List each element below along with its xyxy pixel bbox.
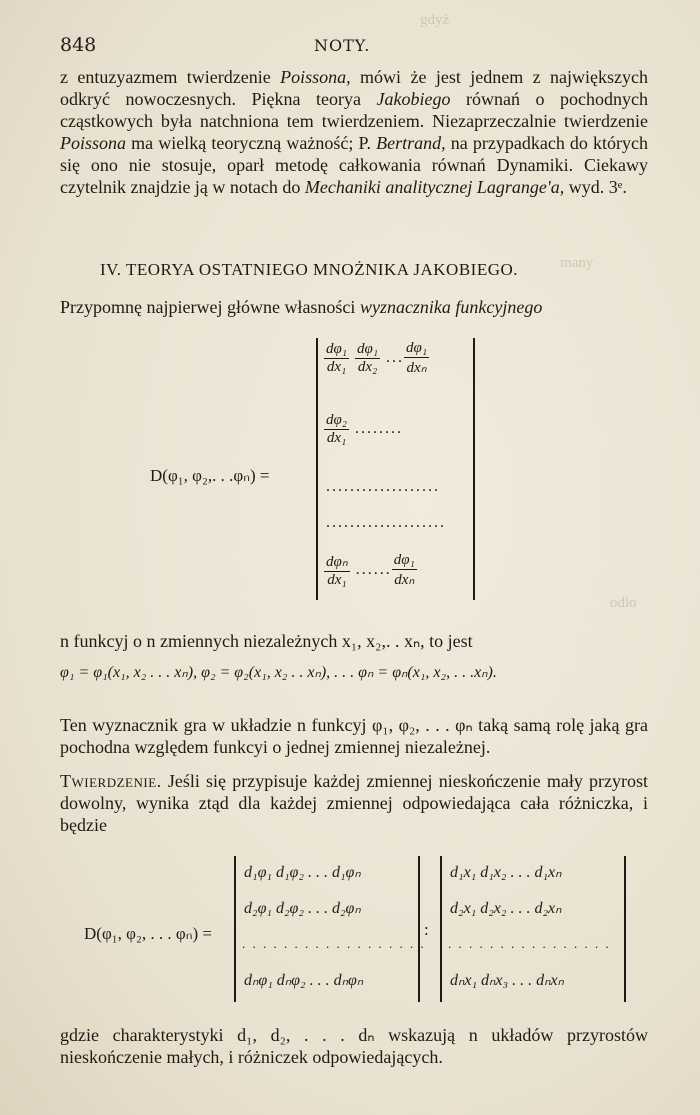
functional-determinant-matrix (316, 338, 475, 600)
matrix-row-dots: . . . . . . . . . . . . . . . . . . (242, 936, 426, 951)
bleed-through-text: gdyż (420, 12, 450, 28)
matrix-row-1: $\frac{\text{dφ₁}}{\text{dx₁}}$ $\frac{\text{dφ₁}}{\text{dx₂}}$ ... $\frac{\text{dφ₁}}{\text{dxₙ}}$ (326, 340, 428, 376)
analogy-paragraph: Ten wyznacznik gra w układzie n funkcyj φ₁, φ₂, . . . φₙ taką samą rolę jaką gra pochodna względem funkcyi o jednej zmiennej niezależnej. (60, 715, 648, 757)
section-title: IV. TEORYA OSTATNIEGO MNOŻNIKA JAKOBIEGO. (100, 260, 519, 279)
matrix-row-dots: .................... (326, 514, 446, 531)
page-number: 848 (60, 34, 97, 56)
recall-sentence: Przypomnę najpierwej główne własności wyznacznika funkcyjnego (60, 297, 543, 317)
functions-line: n funkcyj o n zmiennych niezależnych x₁, x₂,. . xₙ, to jest (60, 631, 473, 651)
functions-definition: φ₁ = φ₁(x₁, x₂ . . . xₙ), φ₂ = φ₂(x₁, x₂ . . xₙ), . . . φₙ = φₙ(x₁, x₂, . . .xₙ). (60, 664, 497, 681)
matrix-row: dₙφ₁ dₙφ₂ . . . dₙφₙ (244, 972, 364, 989)
differentials-phi-matrix (234, 856, 426, 1002)
matrix-row: d₂x₁ d₂x₂ . . . d₂xₙ (450, 900, 562, 917)
determinant2-lhs: D(φ₁, φ₂, . . . φₙ) = (84, 924, 212, 943)
matrix-row-2: $\frac{\text{dφ₂}}{\text{dx₁}}$ ........ (326, 412, 404, 446)
matrix-row: d₂φ₁ d₂φ₂ . . . d₂φₙ (244, 900, 361, 917)
page-header (60, 34, 650, 60)
closing-paragraph: gdzie charakterystyki d₁, d₂, . . . dₙ wskazują n układów przyrostów nieskończenie małych, i różniczek odpowiedających. (60, 1025, 648, 1067)
differentials-x-matrix (440, 856, 626, 1002)
matrix-row-dots: . . . . . . . . . . . . . . . . (448, 936, 611, 951)
determinant-lhs: D(φ₁, φ₂,. . .φₙ) = (150, 466, 270, 485)
ratio-divider: : (424, 920, 429, 939)
bleed-through-text: many (560, 255, 594, 271)
matrix-row: d₁φ₁ d₁φ₂ . . . d₁φₙ (244, 864, 361, 881)
matrix-row-dots: ................... (326, 478, 440, 495)
matrix-row-n: $\frac{\text{dφₙ}}{\text{dx₁}}$ ...... $\frac{\text{dφ₁}}{\text{dxₙ}}$ (326, 552, 415, 588)
theorem-paragraph: Twierdzenie. Jeśli się przypisuje każdej zmiennej nieskończenie mały przyrost dowolny, wynika ztąd dla każdej zmiennej odpowiedająca cała różniczka, i będzie (60, 771, 649, 835)
matrix-row: dₙx₁ dₙx₃ . . . dₙxₙ (450, 972, 564, 989)
intro-paragraph: z entuzyazmem twierdzenie Poissona, mówi że jest jednem z największych odkryć nowoczesnych. Piękna teorya Jakobiego równań o pochodnych cząstkowych była natchniona tem twierdzeniem. Niezaprzeczalnie twierdzenie Poissona ma wielką teoryczną ważność; P. Bertrand, na przypadkach do których się ono nie stosuje, oparł metodę całkowania równań Dynamiki. Ciekawy czytelnik znajdzie ją w notach do Mechaniki analitycznej Lagrange'a, wyd. 3ᵉ. (60, 67, 649, 197)
matrix-row: d₁x₁ d₁x₂ . . . d₁xₙ (450, 864, 562, 881)
running-title: NOTY. (314, 36, 371, 55)
bleed-through-text: odlo (610, 595, 637, 611)
